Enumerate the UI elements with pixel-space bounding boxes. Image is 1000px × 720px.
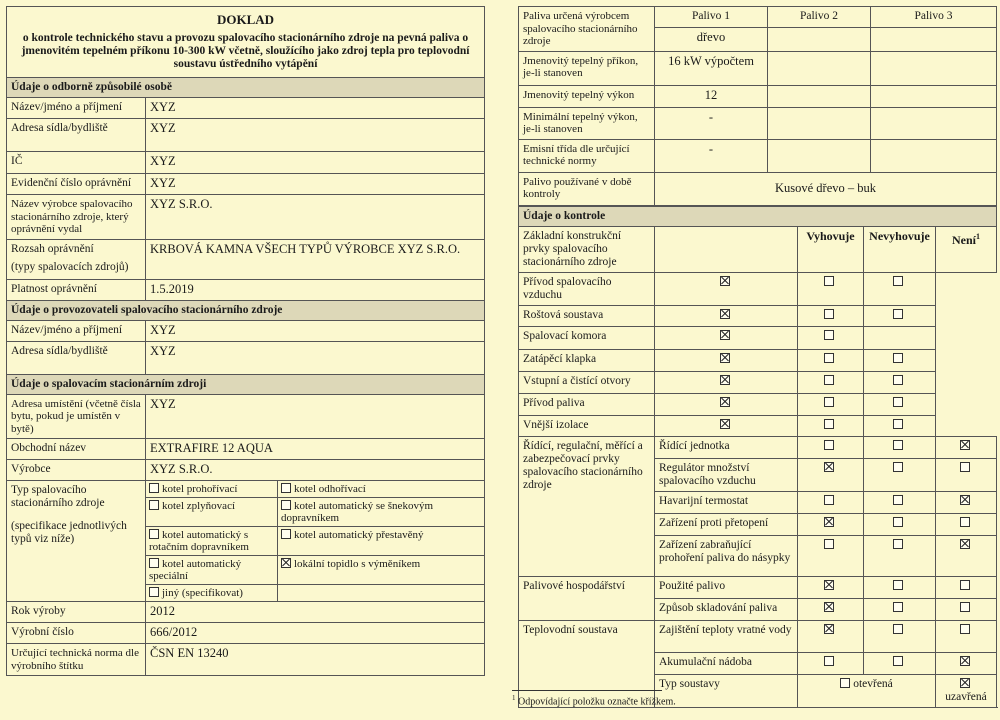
control-checkbox[interactable] xyxy=(893,656,903,666)
section-expert: Údaje o odborně způsobilé osobě xyxy=(7,78,485,98)
expert-licence-no-value: XYZ xyxy=(146,174,485,195)
fuel-1-input: 16 kW výpočtem xyxy=(655,51,768,85)
operator-address-label: Adresa sídla/bydliště xyxy=(7,341,146,374)
left-page xyxy=(0,0,490,720)
control-checkbox[interactable] xyxy=(824,397,834,407)
fuel-1-min-output: - xyxy=(655,107,768,139)
control-item-label: Regulátor množství spalovacího vzduchu xyxy=(655,458,798,491)
source-type-options xyxy=(146,481,484,601)
control-checkbox[interactable] xyxy=(893,353,903,363)
control-checkbox-checked[interactable] xyxy=(720,375,730,385)
fuel-2-emission xyxy=(768,139,871,172)
fuel-output-label: Jmenovitý tepelný výkon xyxy=(519,85,655,107)
expert-ic-value: XYZ xyxy=(146,152,485,174)
type-option-label: kotel odhořívací xyxy=(294,483,366,495)
fuel-emission-label: Emisní třída dle určující technické normy xyxy=(519,139,655,172)
control-checkbox-checked[interactable] xyxy=(824,624,834,634)
source-year-label: Rok výroby xyxy=(7,602,146,623)
expert-scope-label-note: (typy spalovacích zdrojů) xyxy=(11,260,129,273)
type-checkbox-checked[interactable] xyxy=(281,558,291,568)
fuel-2-min-output xyxy=(768,107,871,139)
control-checkbox[interactable] xyxy=(960,602,970,612)
source-address-value: XYZ xyxy=(146,394,485,439)
fuel-3-emission xyxy=(871,139,997,172)
control-checkbox[interactable] xyxy=(893,440,903,450)
control-item-label: Přívod spalovacího vzduchu xyxy=(519,272,655,305)
control-checkbox-checked[interactable] xyxy=(960,656,970,666)
operator-name-label: Název/jméno a příjmení xyxy=(7,320,146,341)
type-option-label: kotel prohořívací xyxy=(162,483,238,495)
right-page xyxy=(512,0,1000,720)
control-checkbox[interactable] xyxy=(824,495,834,505)
fuel-used-label: Palivo používané v době kontroly xyxy=(519,172,655,205)
expert-name-value: XYZ xyxy=(146,98,485,119)
type-option-label: kotel automatický speciální xyxy=(149,558,242,582)
group-construction: Základní konstrukční prvky spalovacího stacionárního zdroje xyxy=(519,226,655,272)
control-item-label: Způsob skladování paliva xyxy=(655,598,798,620)
control-table xyxy=(518,206,997,708)
control-checkbox[interactable] xyxy=(893,309,903,319)
control-checkbox[interactable] xyxy=(824,656,834,666)
expert-validity-label: Platnost oprávnění xyxy=(7,279,146,300)
group-water-system: Teplovodní soustava xyxy=(519,620,655,707)
control-checkbox[interactable] xyxy=(960,517,970,527)
source-maker-label: Výrobce xyxy=(7,460,146,481)
expert-licence-no-label: Evidenční číslo oprávnění xyxy=(7,174,146,195)
fuel-1-output: 12 xyxy=(655,85,768,107)
operator-address-value: XYZ xyxy=(146,341,485,374)
expert-issuer-value: XYZ S.R.O. xyxy=(146,195,485,240)
group-control-elements: Řídící, regulační, měřící a zabezpečovací prvky spalovacího stacionárního zdroje xyxy=(519,436,655,576)
section-control: Údaje o kontrole xyxy=(519,206,997,226)
control-checkbox[interactable] xyxy=(824,330,834,340)
footnote-mark: 1 xyxy=(976,231,981,241)
source-maker-value: XYZ S.R.O. xyxy=(146,460,485,481)
document-subtitle: o kontrole technického stavu a provozu spalovacího stacionárního zdroje na pevná paliva o jmenovitém tepelném příkonu 10-300 kW včetně, sloužícího jako zdroj tepla pro teplovodní soustavu ústředního vytápění xyxy=(21,32,470,70)
type-checkbox[interactable] xyxy=(281,500,291,510)
expert-validity-value: 1.5.2019 xyxy=(146,279,485,300)
source-serial-label: Výrobní číslo xyxy=(7,623,146,644)
control-checkbox[interactable] xyxy=(893,419,903,429)
control-checkbox-checked[interactable] xyxy=(824,517,834,527)
system-open-label: otevřená xyxy=(853,677,893,690)
control-checkbox[interactable] xyxy=(893,495,903,505)
control-checkbox-checked[interactable] xyxy=(824,602,834,612)
control-item-label: Přívod paliva xyxy=(519,393,655,415)
type-option-label: lokální topidlo s výměníkem xyxy=(294,558,421,570)
type-checkbox[interactable] xyxy=(149,587,159,597)
fuel-head-label: Paliva určená výrobcem spalovacího stacionárního zdroje xyxy=(519,7,655,52)
expert-scope-label: Rozsah oprávnění xyxy=(11,242,94,255)
control-checkbox[interactable] xyxy=(893,276,903,286)
fuel-3-output xyxy=(871,85,997,107)
fuel-3-input xyxy=(871,51,997,85)
source-trade-name-value: EXTRAFIRE 12 AQUA xyxy=(146,439,485,460)
type-checkbox[interactable] xyxy=(149,500,159,510)
control-checkbox[interactable] xyxy=(960,462,970,472)
system-type-label: Typ soustavy xyxy=(655,674,798,707)
control-item-label: Zařízení zabraňující prohoření paliva do násypky xyxy=(655,535,798,576)
type-checkbox[interactable] xyxy=(281,483,291,493)
group-fuel-management: Palivové hospodářství xyxy=(519,576,655,620)
expert-scope-value: KRBOVÁ KAMNA VŠECH TYPŮ VÝROBCE XYZ S.R.O. xyxy=(146,239,485,279)
footnote-number: 1 xyxy=(512,694,516,702)
control-item-label: Vnější izolace xyxy=(519,415,655,436)
expert-issuer-label: Název výrobce spalovacího stacionárního zdroje, který oprávnění vydal xyxy=(7,195,146,240)
source-norm-label: Určující technická norma dle výrobního štítku xyxy=(7,644,146,676)
control-item-label: Zatápěcí klapka xyxy=(519,349,655,371)
control-checkbox[interactable] xyxy=(824,276,834,286)
fuel-2-name xyxy=(768,27,871,51)
control-checkbox[interactable] xyxy=(893,539,903,549)
control-checkbox-checked[interactable] xyxy=(824,462,834,472)
control-item-label: Havarijní termostat xyxy=(655,491,798,513)
type-checkbox[interactable] xyxy=(281,529,291,539)
expert-address-value: XYZ xyxy=(146,119,485,152)
fuel-used-value: Kusové dřevo – buk xyxy=(655,172,997,205)
source-type-label: Typ spalovacího stacionárního zdroje xyxy=(11,484,105,509)
fuel-col-2: Palivo 2 xyxy=(768,7,871,28)
source-serial-value: 666/2012 xyxy=(146,623,485,644)
control-checkbox-checked[interactable] xyxy=(960,495,970,505)
control-checkbox[interactable] xyxy=(893,580,903,590)
control-checkbox[interactable] xyxy=(893,602,903,612)
control-checkbox[interactable] xyxy=(824,539,834,549)
control-checkbox[interactable] xyxy=(893,375,903,385)
document-title: DOKLAD xyxy=(216,12,275,27)
control-item-label: Spalovací komora xyxy=(519,326,655,349)
expert-address-label: Adresa sídla/bydliště xyxy=(7,119,146,152)
source-trade-name-label: Obchodní název xyxy=(7,439,146,460)
source-address-label: Adresa umístění (včetně čísla bytu, pokud je umístěn v bytě) xyxy=(7,394,146,439)
control-checkbox-checked[interactable] xyxy=(720,353,730,363)
type-checkbox[interactable] xyxy=(149,483,159,493)
doklad-table xyxy=(6,6,485,676)
control-checkbox[interactable] xyxy=(893,624,903,634)
control-checkbox[interactable] xyxy=(960,580,970,590)
expert-name-label: Název/jméno a příjmení xyxy=(7,98,146,119)
col-vyhovuje: Vyhovuje xyxy=(798,226,864,272)
col-neni: Není xyxy=(952,232,977,247)
fuel-col-1: Palivo 1 xyxy=(655,7,768,28)
control-checkbox[interactable] xyxy=(824,419,834,429)
system-open-checkbox[interactable] xyxy=(840,678,850,688)
footnote-rule xyxy=(512,690,662,691)
control-item-label: Řídící jednotka xyxy=(655,436,798,458)
control-checkbox-checked[interactable] xyxy=(824,580,834,590)
control-checkbox[interactable] xyxy=(893,462,903,472)
control-item-label: Zajištění teploty vratné vody xyxy=(655,620,798,652)
footnote xyxy=(512,694,676,707)
type-option-label: kotel automatický se šnekovým dopravníkem xyxy=(281,500,433,524)
fuel-2-input xyxy=(768,51,871,85)
type-option-label: jiný (specifikovat) xyxy=(162,587,243,599)
type-checkbox[interactable] xyxy=(149,558,159,568)
control-item-label: Akumulační nádoba xyxy=(655,652,798,674)
fuel-input-label: Jmenovitý tepelný příkon, je-li stanoven xyxy=(519,51,655,85)
fuel-min-output-label: Minimální tepelný výkon, je-li stanoven xyxy=(519,107,655,139)
type-option-label: kotel automatický s rotačním dopravníkem xyxy=(149,529,249,553)
control-checkbox-checked[interactable] xyxy=(720,309,730,319)
control-checkbox[interactable] xyxy=(824,309,834,319)
fuel-3-min-output xyxy=(871,107,997,139)
section-operator: Údaje o provozovateli spalovacího stacionárního zdroje xyxy=(7,300,485,320)
control-checkbox[interactable] xyxy=(824,375,834,385)
operator-name-value: XYZ xyxy=(146,320,485,341)
control-checkbox[interactable] xyxy=(824,440,834,450)
footnote-text: Odpovídající položku označte křížkem. xyxy=(518,696,676,708)
control-checkbox[interactable] xyxy=(960,624,970,634)
expert-ic-label: IČ xyxy=(7,152,146,174)
control-item-label: Zařízení proti přetopení xyxy=(655,513,798,535)
control-checkbox-checked[interactable] xyxy=(720,330,730,340)
section-source: Údaje o spalovacím stacionárním zdroji xyxy=(7,374,485,394)
control-checkbox-checked[interactable] xyxy=(720,419,730,429)
control-checkbox-checked[interactable] xyxy=(720,276,730,286)
fuel-1-name: dřevo xyxy=(655,27,768,51)
system-closed-checkbox[interactable] xyxy=(960,678,970,688)
fuel-col-3: Palivo 3 xyxy=(871,7,997,28)
type-checkbox[interactable] xyxy=(149,529,159,539)
control-checkbox[interactable] xyxy=(893,397,903,407)
fuel-3-name xyxy=(871,27,997,51)
source-year-value: 2012 xyxy=(146,602,485,623)
fuel-table xyxy=(518,6,997,206)
control-checkbox-checked[interactable] xyxy=(720,397,730,407)
source-type-label-note: (specifikace jednotlivých typů viz níže) xyxy=(11,520,127,545)
type-option-label: kotel automatický přestavěný xyxy=(294,529,424,541)
fuel-2-output xyxy=(768,85,871,107)
control-checkbox[interactable] xyxy=(824,353,834,363)
control-item-label: Vstupní a čistící otvory xyxy=(519,371,655,393)
control-item-label: Roštová soustava xyxy=(519,305,655,326)
system-closed-label: uzavřená xyxy=(945,690,987,703)
col-nevyhovuje: Nevyhovuje xyxy=(864,226,936,272)
type-option-label: kotel zplyňovací xyxy=(162,500,236,512)
control-checkbox-checked[interactable] xyxy=(960,440,970,450)
control-item-label: Použité palivo xyxy=(655,576,798,598)
source-norm-value: ČSN EN 13240 xyxy=(146,644,485,676)
control-checkbox[interactable] xyxy=(893,517,903,527)
fuel-1-emission: - xyxy=(655,139,768,172)
control-checkbox-checked[interactable] xyxy=(960,539,970,549)
